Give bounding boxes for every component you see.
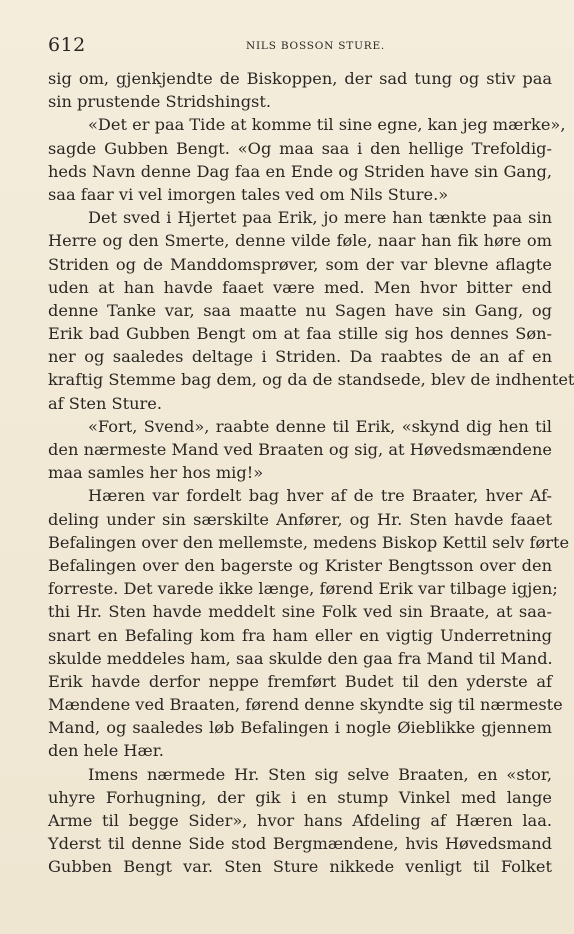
text-line: Gubben Bengt var. Sten Sture nikkede venligt til Folket xyxy=(48,857,552,877)
text-line: Mand, og saaledes løb Befalingen i nogle Øieblikke gjennem xyxy=(48,718,552,738)
text-line: Befalingen over den mellemste, medens Biskop Kettil selv førte xyxy=(48,532,570,552)
text-line: maa samles her hos mig!» xyxy=(48,463,264,483)
text-line: uhyre Forhugning, der gik i en stump Vinkel med lange xyxy=(48,787,552,807)
text-line: Erik havde derfor neppe fremført Budet til den yderste af xyxy=(48,671,552,691)
text-line: snart en Befaling kom fra ham eller en vigtig Underretning xyxy=(48,625,552,645)
text-line: kraftig Stemme bag dem, og da de standsede, blev de indhentet xyxy=(48,370,574,390)
text-line: Herre og den Smerte, denne vilde føle, naar han fik høre om xyxy=(48,231,552,251)
text-line: Mændene ved Braaten, førend denne skyndte sig til nærmeste xyxy=(48,695,563,715)
text-line: «Det er paa Tide at komme til sine egne, kan jeg mærke», xyxy=(88,115,566,135)
text-line: sagde Gubben Bengt. «Og maa saa i den hellige Trefoldig- xyxy=(48,138,552,158)
text-line: sin prustende Stridshingst. xyxy=(48,92,272,112)
text-line: sig om, gjenkjendte de Biskoppen, der sad tung og stiv paa xyxy=(48,69,552,88)
text-line: denne Tanke var, saa maatte nu Sagen have sin Gang, og xyxy=(48,300,552,320)
text-line: deling under sin særskilte Anfører, og Hr. Sten havde faaet xyxy=(48,509,552,529)
text-line: Hæren var fordelt bag hver af de tre Braater, hver Af- xyxy=(88,486,552,506)
text-line: uden at han havde faaet være med. Men hvor bitter end xyxy=(48,277,552,297)
text-line: Arme til begge Sider», hvor hans Afdeling af Hæren laa. xyxy=(48,811,552,830)
text-line: den nærmeste Mand ved Braaten og sig, at Høvedsmændene xyxy=(48,440,552,459)
text-line: Imens nærmede Hr. Sten sig selve Braaten, en «stor, xyxy=(88,764,552,784)
text-line: forreste. Det varede ikke længe, førend Erik var tilbage igjen; xyxy=(48,579,558,599)
text-line: af Sten Sture. xyxy=(48,393,163,413)
text-line: thi Hr. Sten havde meddelt sine Folk ved sin Braate, at saa- xyxy=(48,602,552,622)
text-line: skulde meddeles ham, saa skulde den gaa fra Mand til Mand. xyxy=(48,648,553,668)
text-line: saa faar vi vel imorgen tales ved om Nils Sture.» xyxy=(48,184,449,204)
text-line: Erik bad Gubben Bengt om at faa stille sig hos dennes Søn- xyxy=(48,324,552,344)
page-header xyxy=(48,34,552,58)
text-line: Det sved i Hjertet paa Erik, jo mere han tænkte paa sin xyxy=(88,208,552,228)
text-line: Befalingen over den bagerste og Krister Bengtsson over den xyxy=(48,555,552,575)
text-line: Yderst til denne Side stod Bergmændene, hvis Høvedsmand xyxy=(48,834,552,854)
text-line: den hele Hær. xyxy=(48,741,164,761)
text-line: ner og saaledes deltage i Striden. Da raabtes de an af en xyxy=(48,347,552,367)
page-number: 612 xyxy=(48,34,86,56)
text-line: «Fort, Svend», raabte denne til Erik, «skynd dig hen til xyxy=(88,416,552,436)
body-text xyxy=(48,67,574,879)
text-line: heds Navn denne Dag faa en Ende og Striden have sin Gang, xyxy=(48,161,552,181)
running-title: NILS BOSSON STURE. xyxy=(246,40,386,52)
text-line: Striden og de Manddomsprøver, som der var blevne aflagte xyxy=(48,254,552,274)
